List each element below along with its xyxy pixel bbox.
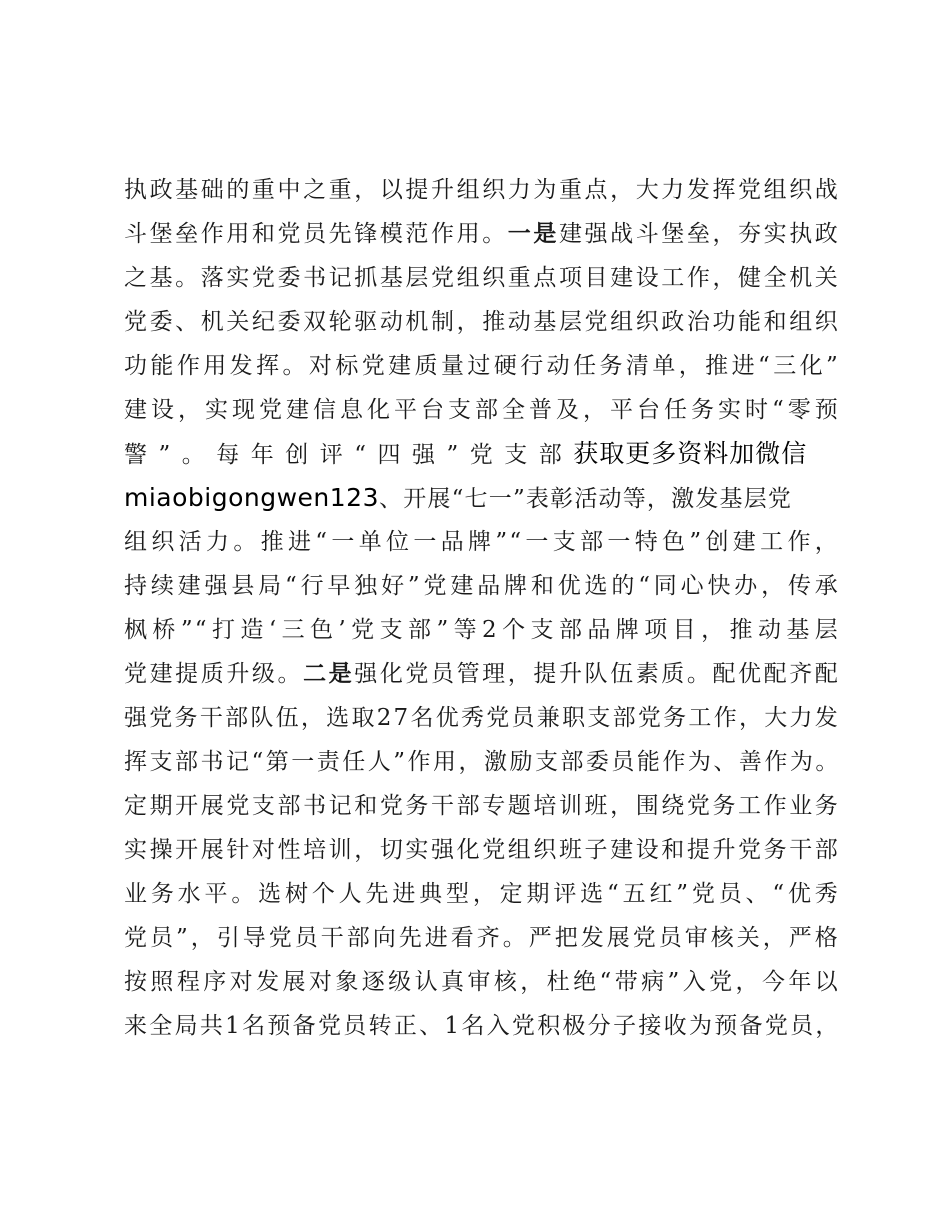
- text-line: 组织活力。推进“一单位一品牌”“一支部一特色”创建工作，: [124, 529, 840, 555]
- text-line: 实操开展针对性培训，切实强化党组织班子建设和提升党务干部: [124, 837, 840, 863]
- text-segment: 党建提质升级。: [124, 661, 304, 687]
- bold-label: 一是: [507, 221, 559, 247]
- text-line: 持续建强县局“行早独好”党建品牌和优选的“同心快办，传承: [124, 573, 840, 599]
- text-segment: 建强战斗堡垒，夯实执政: [558, 221, 841, 247]
- text-line: 强党务干部队伍，选取27名优秀党员兼职支部党务工作，大力发: [124, 705, 840, 731]
- bold-label: 二是: [303, 661, 355, 687]
- text-line: 党委、机关纪委双轮驱动机制，推动基层党组织政治功能和组织: [124, 309, 840, 335]
- watermark-text: 获取更多资料加微信: [573, 439, 808, 468]
- text-line: [124, 652, 840, 696]
- text-line: 来全局共1名预备党员转正、1名入党积极分子接收为预备党员，: [124, 1013, 840, 1039]
- text-line: 执政基础的重中之重，以提升组织力为重点，大力发挥党组织战: [124, 177, 840, 203]
- text-line: 之基。落实党委书记抓基层党组织重点项目建设工作，健全机关: [124, 265, 840, 291]
- text-segment: 强化党员管理，提升队伍素质。配优配齐配: [354, 661, 840, 687]
- text-segment: 斗堡垒作用和党员先锋模范作用。: [124, 221, 508, 247]
- text-line: 建设，实现党建信息化平台支部全普及，平台任务实时“零预: [124, 397, 840, 423]
- text-line: [124, 432, 840, 476]
- text-segment: 警”。每年创评“四强”党支部: [124, 442, 574, 468]
- watermark-text: miaobigongwen123: [124, 483, 379, 512]
- text-line: 功能作用发挥。对标党建质量过硬行动任务清单，推进“三化”: [124, 353, 840, 379]
- text-line: 业务水平。选树个人先进典型，定期评选“五红”党员、“优秀: [124, 881, 840, 907]
- text-line: 挥支部书记“第一责任人”作用，激励支部委员能作为、善作为。: [124, 749, 840, 775]
- text-segment: 、开展“七一”表彰活动等，激发基层党: [379, 486, 793, 512]
- text-line: 定期开展党支部书记和党务干部专题培训班，围绕党务工作业务: [124, 793, 840, 819]
- text-line: [124, 212, 840, 256]
- text-line: 按照程序对发展对象逐级认真审核，杜绝“带病”入党，今年以: [124, 969, 840, 995]
- text-line: 枫桥”“打造‘三色’党支部”等2个支部品牌项目，推动基层: [124, 617, 840, 643]
- text-line: 党员”，引导党员干部向先进看齐。严把发展党员审核关，严格: [124, 925, 840, 951]
- text-line: [124, 476, 840, 520]
